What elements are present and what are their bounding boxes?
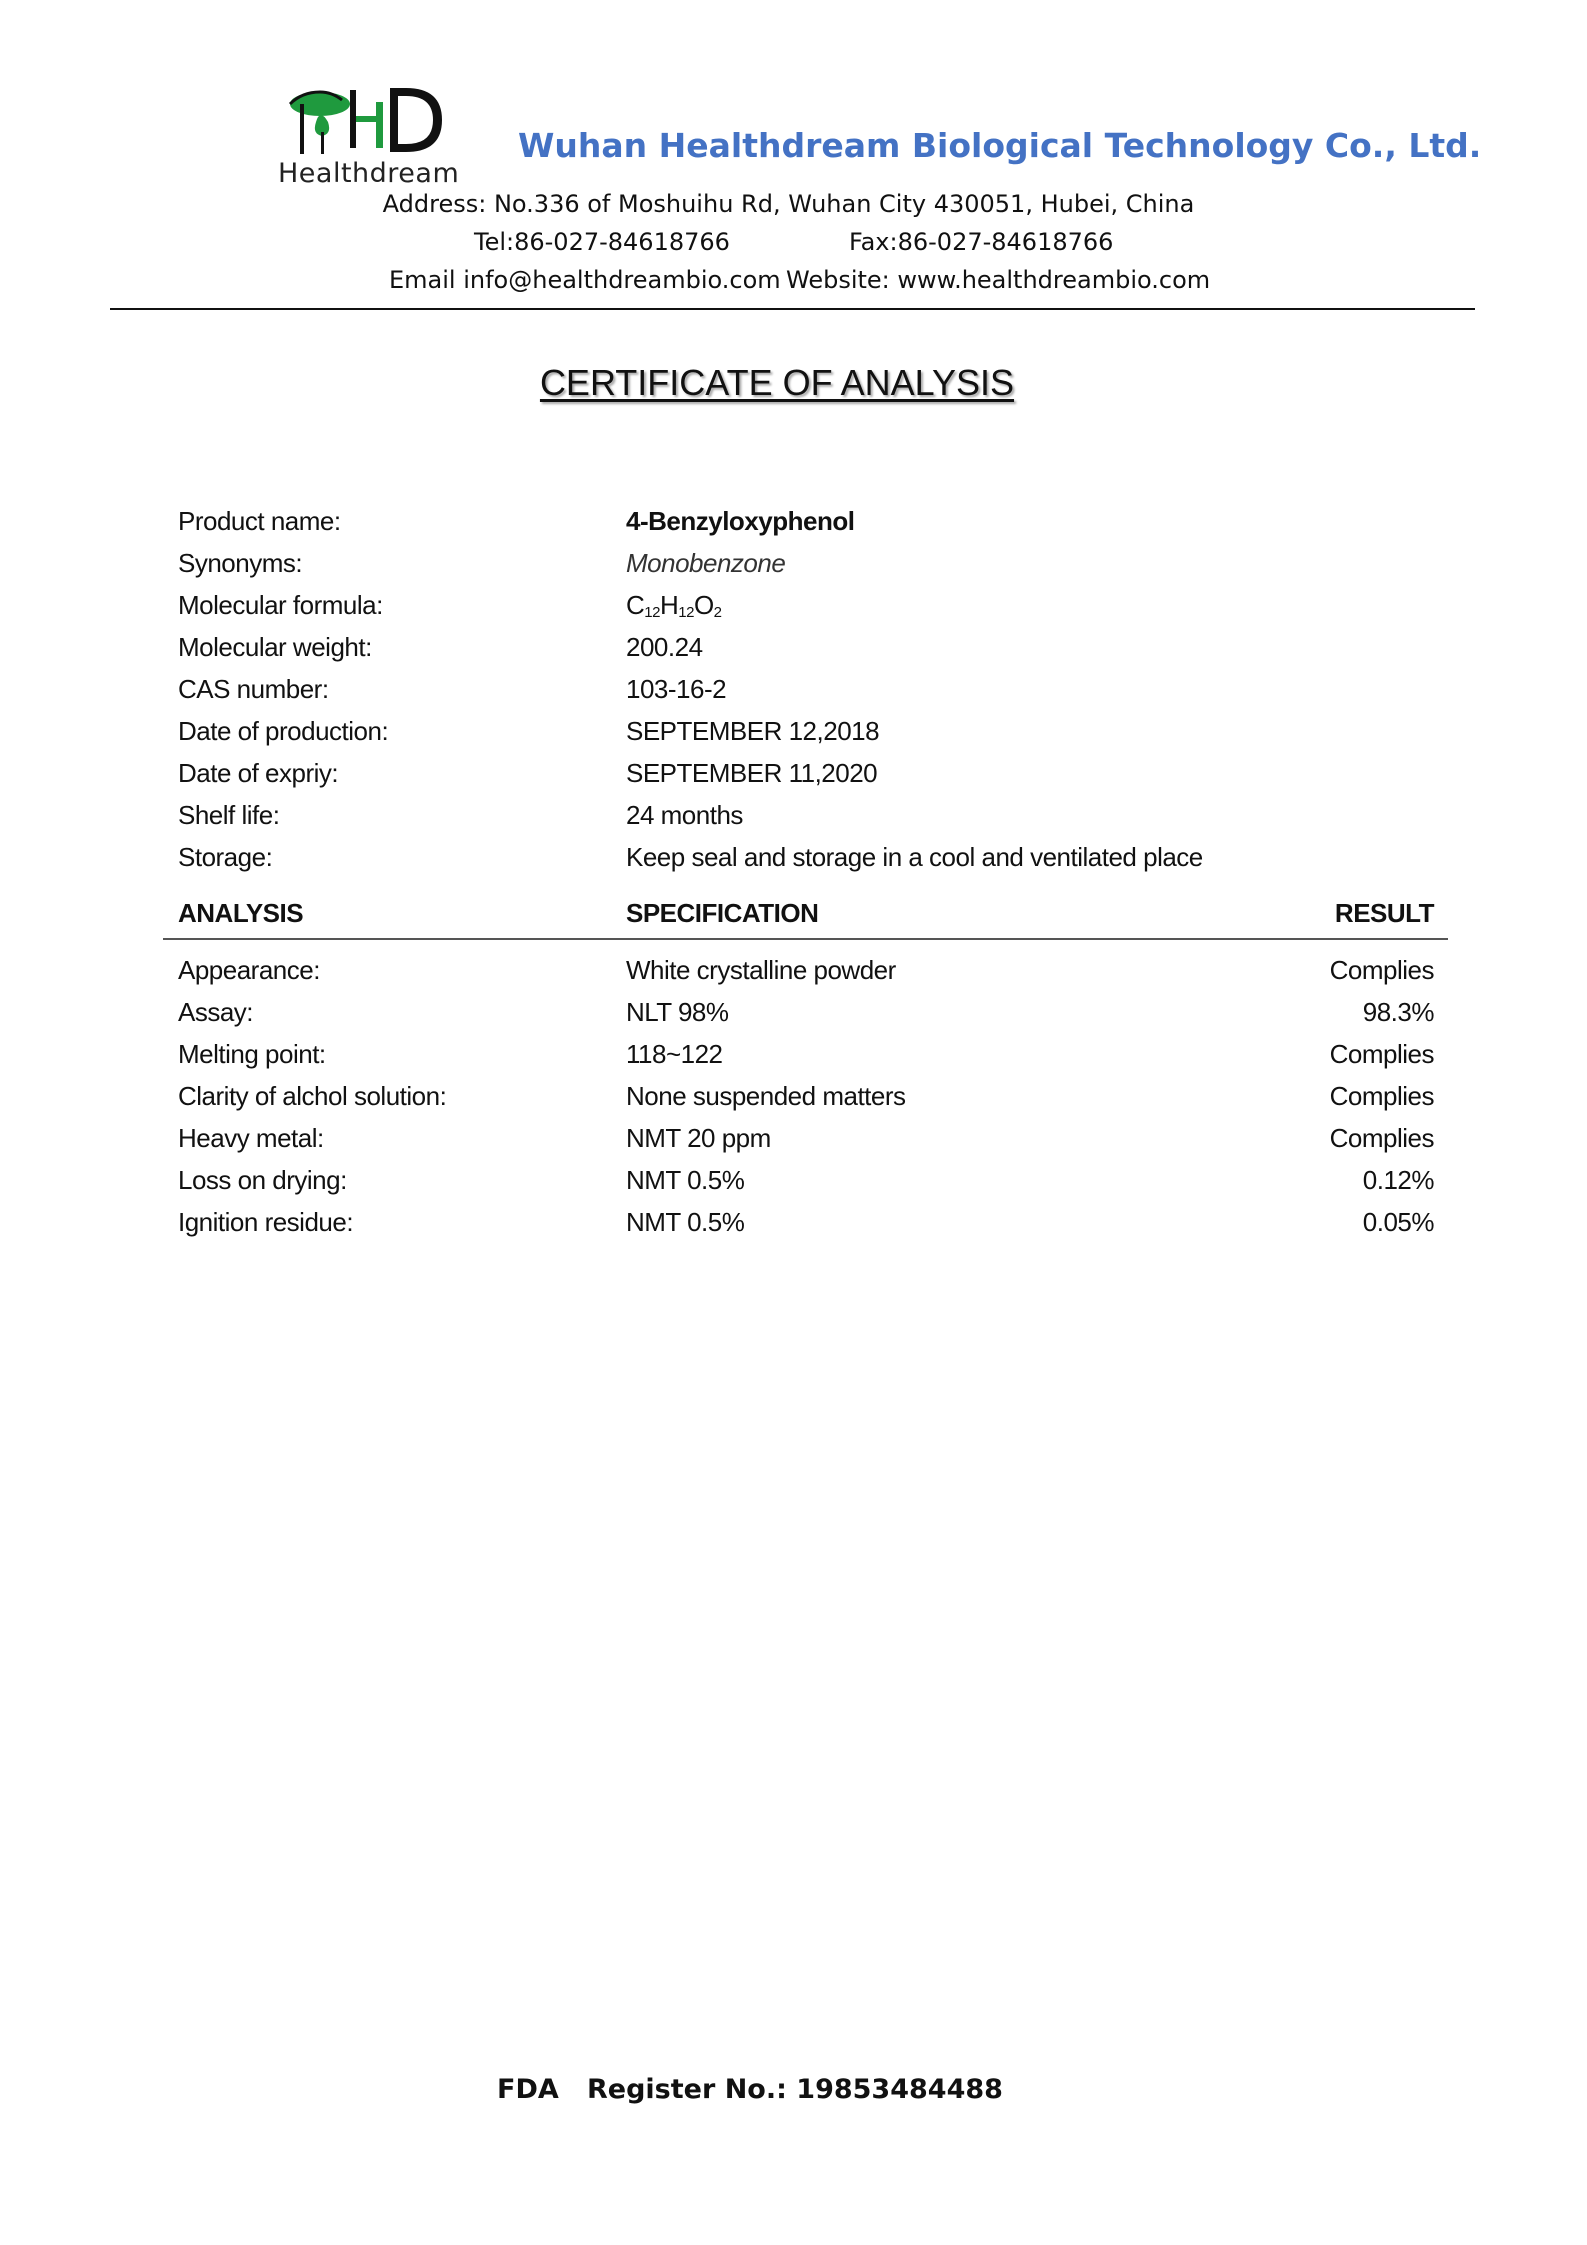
logo-wordmark: Healthdream	[278, 158, 460, 189]
storage-value: Keep seal and storage in a cool and ventilated place	[626, 842, 1203, 872]
result-cell: Complies	[1329, 1081, 1434, 1111]
result-cell: 0.12%	[1362, 1165, 1434, 1195]
table-row	[0, 1123, 1587, 1163]
table-row	[0, 1165, 1587, 1205]
weight-label: Molecular weight:	[178, 632, 372, 662]
specification-cell: White crystalline powder	[626, 955, 896, 985]
analysis-cell: Melting point:	[178, 1039, 326, 1069]
table-row	[0, 955, 1587, 995]
analysis-header: ANALYSIS	[178, 898, 304, 928]
specification-cell: NMT 0.5%	[626, 1207, 745, 1237]
synonyms-row	[0, 548, 1587, 588]
product-name-label: Product name:	[178, 506, 341, 536]
analysis-cell: Heavy metal:	[178, 1123, 324, 1153]
analysis-cell: Loss on drying:	[178, 1165, 347, 1195]
result-cell: 0.05%	[1362, 1207, 1434, 1237]
table-row	[0, 1207, 1587, 1247]
company-fax: Fax:86-027-84618766	[849, 228, 1114, 256]
analysis-cell: Clarity of alchol solution:	[178, 1081, 447, 1111]
production-date-label: Date of production:	[178, 716, 389, 746]
production-date-value: SEPTEMBER 12,2018	[626, 716, 880, 746]
formula-value: $C_{12}H_{12}O_2$	[626, 590, 722, 621]
cas-value: 103-16-2	[626, 674, 727, 704]
specification-cell: NLT 98%	[626, 997, 729, 1027]
synonyms-value: Monobenzone	[626, 548, 786, 578]
table-row	[0, 1081, 1587, 1121]
table-row	[0, 1039, 1587, 1079]
storage-row	[0, 842, 1587, 882]
analysis-cell: Appearance:	[178, 955, 320, 985]
company-tel: Tel:86-027-84618766	[474, 228, 730, 256]
specification-cell: NMT 20 ppm	[626, 1123, 771, 1153]
expiry-date-row	[0, 758, 1587, 798]
analysis-cell: Ignition residue:	[178, 1207, 354, 1237]
result-cell: 98.3%	[1362, 997, 1434, 1027]
weight-row	[0, 632, 1587, 672]
specification-header: SPECIFICATION	[626, 898, 819, 928]
result-cell: Complies	[1329, 1039, 1434, 1069]
company-website: Website: www.healthdreambio.com	[786, 266, 1211, 294]
cas-row	[0, 674, 1587, 714]
storage-label: Storage:	[178, 842, 273, 872]
shelf-life-label: Shelf life:	[178, 800, 280, 830]
specification-cell: None suspended matters	[626, 1081, 906, 1111]
expiry-date-value: SEPTEMBER 11,2020	[626, 758, 878, 788]
analysis-cell: Assay:	[178, 997, 254, 1027]
shelf-life-row	[0, 800, 1587, 840]
production-date-row	[0, 716, 1587, 756]
document-title: CERTIFICATE OF ANALYSIS	[539, 362, 1015, 403]
company-email: Email info@healthdreambio.com	[389, 266, 781, 294]
expiry-date-label: Date of expriy:	[178, 758, 339, 788]
table-row	[0, 997, 1587, 1037]
fda-register-number: FDA Register No.: 19853484488	[497, 2074, 1003, 2105]
company-address: Address: No.336 of Moshuihu Rd, Wuhan City 430051, Hubei, China	[382, 190, 1195, 218]
weight-value: 200.24	[626, 632, 703, 662]
table-header-divider	[163, 938, 1448, 940]
result-cell: Complies	[1329, 1123, 1434, 1153]
company-name: Wuhan Healthdream Biological Technology Co., Ltd.	[518, 126, 1482, 165]
specification-cell: 118~122	[626, 1039, 723, 1069]
product-name-value: 4-Benzyloxyphenol	[626, 506, 855, 536]
specification-cell: NMT 0.5%	[626, 1165, 745, 1195]
result-cell: Complies	[1329, 955, 1434, 985]
header-divider	[110, 308, 1475, 310]
cas-label: CAS number:	[178, 674, 329, 704]
table-header	[0, 898, 1587, 938]
synonyms-label: Synonyms:	[178, 548, 303, 578]
shelf-life-value: 24 months	[626, 800, 743, 830]
formula-row	[0, 590, 1587, 630]
result-header: RESULT	[1334, 898, 1434, 928]
formula-label: Molecular formula:	[178, 590, 383, 620]
product-name-row	[0, 506, 1587, 546]
